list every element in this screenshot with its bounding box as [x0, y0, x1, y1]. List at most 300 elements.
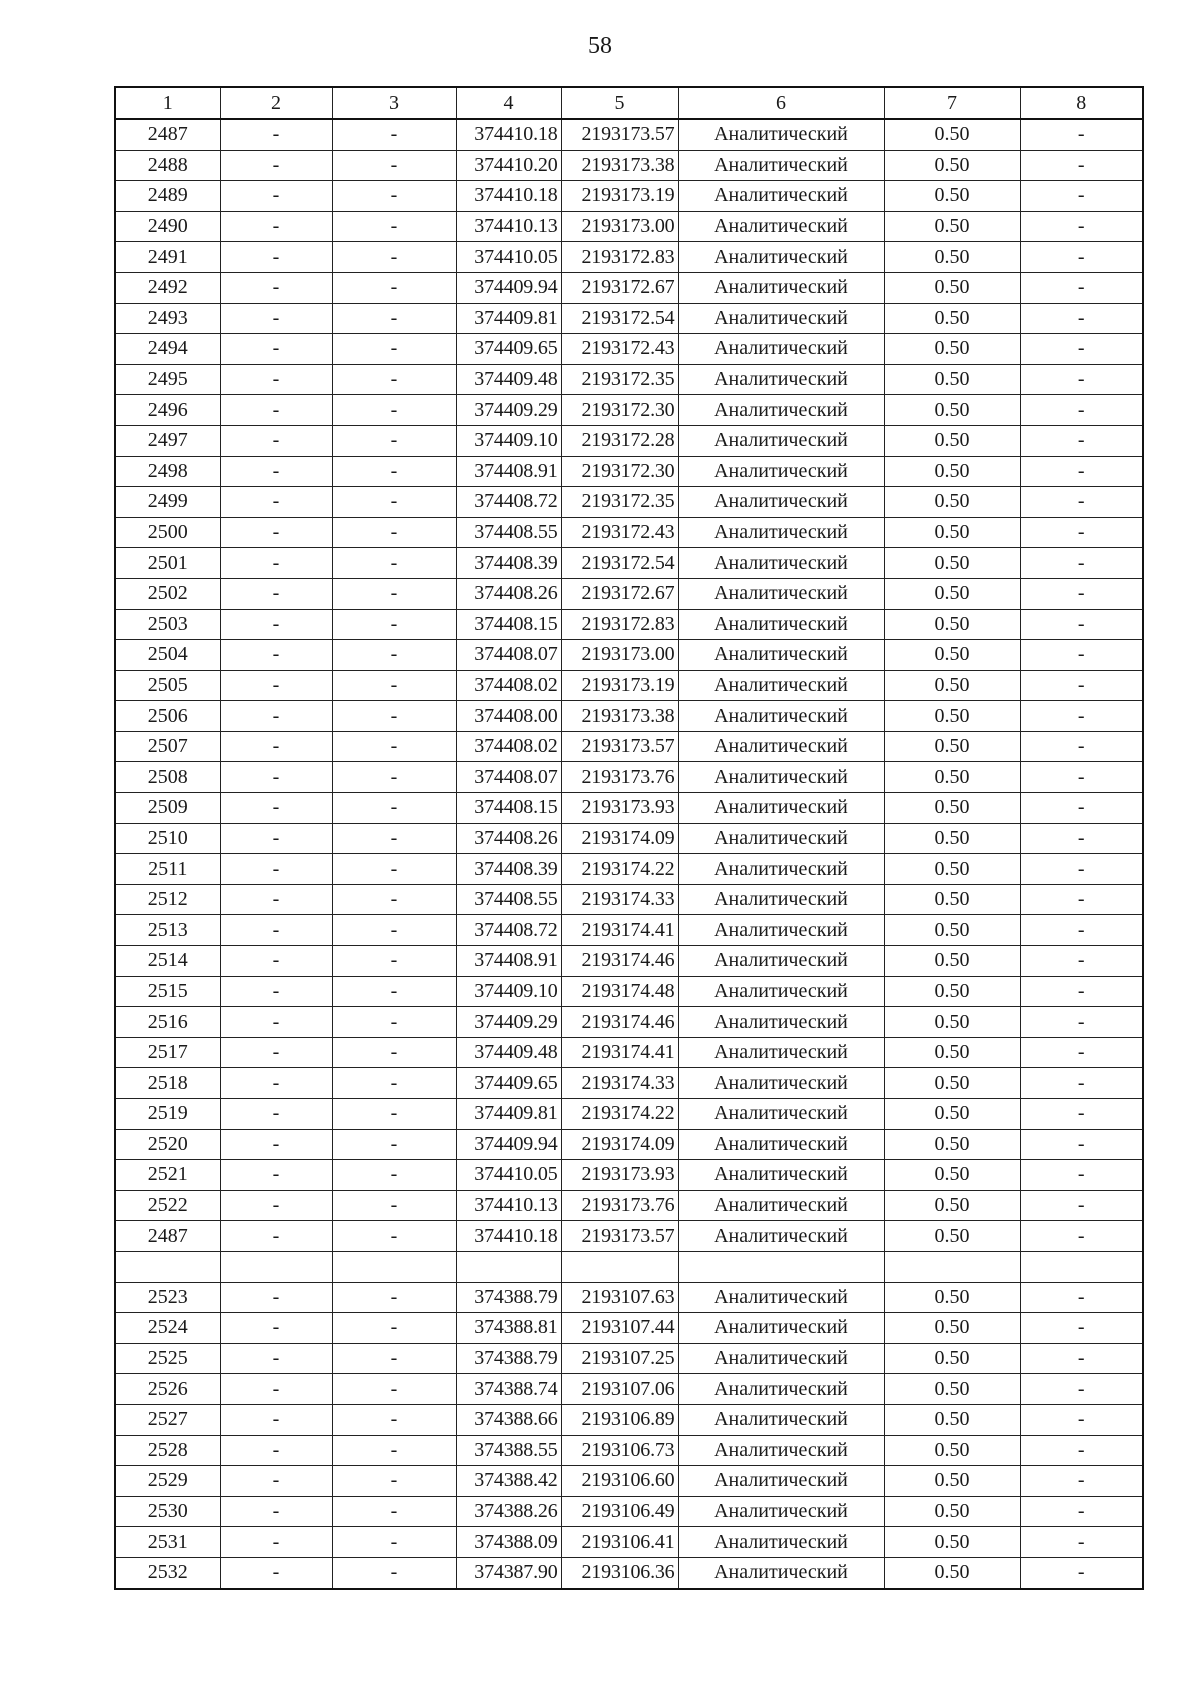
y-coordinate-cell: 2193106.49	[561, 1496, 678, 1527]
x-coordinate-cell	[456, 1251, 561, 1282]
col2-cell: -	[220, 1404, 332, 1435]
col8-cell: -	[1020, 946, 1143, 977]
col2-cell	[220, 1251, 332, 1282]
accuracy-cell: 0.50	[884, 334, 1020, 365]
col8-cell: -	[1020, 150, 1143, 181]
y-coordinate-cell: 2193173.00	[561, 640, 678, 671]
point-number-cell: 2500	[115, 517, 220, 548]
x-coordinate-cell: 374409.29	[456, 1007, 561, 1038]
point-number-cell: 2504	[115, 640, 220, 671]
col2-cell: -	[220, 456, 332, 487]
col3-cell: -	[332, 915, 456, 946]
point-number-cell: 2489	[115, 181, 220, 212]
table-row	[115, 1282, 1143, 1313]
col3-cell: -	[332, 1496, 456, 1527]
point-number-cell: 2494	[115, 334, 220, 365]
x-coordinate-cell: 374388.81	[456, 1313, 561, 1344]
table-row	[115, 915, 1143, 946]
x-coordinate-cell: 374409.48	[456, 1037, 561, 1068]
x-coordinate-cell: 374408.26	[456, 578, 561, 609]
x-coordinate-cell: 374409.94	[456, 272, 561, 303]
col2-cell: -	[220, 731, 332, 762]
method-cell: Аналитический	[678, 303, 884, 334]
col3-cell: -	[332, 1282, 456, 1313]
x-coordinate-cell: 374410.18	[456, 181, 561, 212]
header-row	[115, 87, 1143, 119]
x-coordinate-cell: 374409.29	[456, 395, 561, 426]
accuracy-cell: 0.50	[884, 1068, 1020, 1099]
x-coordinate-cell: 374409.81	[456, 1099, 561, 1130]
point-number-cell: 2497	[115, 425, 220, 456]
column-header: 8	[1020, 87, 1143, 119]
y-coordinate-cell: 2193172.35	[561, 364, 678, 395]
table-row	[115, 609, 1143, 640]
y-coordinate-cell: 2193173.38	[561, 150, 678, 181]
point-number-cell: 2487	[115, 1221, 220, 1252]
y-coordinate-cell: 2193106.41	[561, 1527, 678, 1558]
col3-cell: -	[332, 1527, 456, 1558]
accuracy-cell: 0.50	[884, 1313, 1020, 1344]
table-row	[115, 303, 1143, 334]
table-row	[115, 1374, 1143, 1405]
method-cell: Аналитический	[678, 487, 884, 518]
table-row	[115, 793, 1143, 824]
point-number-cell: 2506	[115, 701, 220, 732]
method-cell: Аналитический	[678, 548, 884, 579]
method-cell: Аналитический	[678, 364, 884, 395]
accuracy-cell: 0.50	[884, 976, 1020, 1007]
x-coordinate-cell: 374388.09	[456, 1527, 561, 1558]
accuracy-cell: 0.50	[884, 1557, 1020, 1588]
table-row	[115, 1099, 1143, 1130]
col8-cell: -	[1020, 1282, 1143, 1313]
accuracy-cell: 0.50	[884, 487, 1020, 518]
col2-cell: -	[220, 548, 332, 579]
col8-cell: -	[1020, 456, 1143, 487]
method-cell: Аналитический	[678, 1374, 884, 1405]
method-cell: Аналитический	[678, 793, 884, 824]
method-cell: Аналитический	[678, 211, 884, 242]
col2-cell: -	[220, 578, 332, 609]
coordinates-table	[114, 86, 1144, 1590]
col3-cell: -	[332, 1099, 456, 1130]
col3-cell: -	[332, 1037, 456, 1068]
y-coordinate-cell: 2193107.63	[561, 1282, 678, 1313]
point-number-cell: 2518	[115, 1068, 220, 1099]
col2-cell: -	[220, 517, 332, 548]
table-row	[115, 854, 1143, 885]
y-coordinate-cell: 2193173.76	[561, 1190, 678, 1221]
col3-cell: -	[332, 976, 456, 1007]
col3-cell: -	[332, 823, 456, 854]
method-cell: Аналитический	[678, 1037, 884, 1068]
accuracy-cell: 0.50	[884, 1435, 1020, 1466]
col2-cell: -	[220, 425, 332, 456]
col3-cell: -	[332, 946, 456, 977]
col8-cell: -	[1020, 1160, 1143, 1191]
col3-cell: -	[332, 854, 456, 885]
method-cell: Аналитический	[678, 181, 884, 212]
coordinates-table-container	[114, 86, 1142, 1590]
table-row	[115, 946, 1143, 977]
accuracy-cell: 0.50	[884, 1037, 1020, 1068]
table-row	[115, 1527, 1143, 1558]
x-coordinate-cell: 374409.10	[456, 976, 561, 1007]
table-row	[115, 1190, 1143, 1221]
y-coordinate-cell: 2193173.57	[561, 1221, 678, 1252]
point-number-cell: 2522	[115, 1190, 220, 1221]
table-body	[115, 119, 1143, 1589]
col2-cell: -	[220, 1160, 332, 1191]
y-coordinate-cell	[561, 1251, 678, 1282]
accuracy-cell: 0.50	[884, 242, 1020, 273]
table-row	[115, 119, 1143, 150]
accuracy-cell: 0.50	[884, 1007, 1020, 1038]
x-coordinate-cell: 374408.39	[456, 854, 561, 885]
y-coordinate-cell: 2193174.33	[561, 1068, 678, 1099]
y-coordinate-cell: 2193173.93	[561, 793, 678, 824]
accuracy-cell: 0.50	[884, 762, 1020, 793]
method-cell: Аналитический	[678, 1007, 884, 1038]
col3-cell: -	[332, 1435, 456, 1466]
col8-cell: -	[1020, 1435, 1143, 1466]
y-coordinate-cell: 2193173.93	[561, 1160, 678, 1191]
x-coordinate-cell: 374408.00	[456, 701, 561, 732]
point-number-cell: 2513	[115, 915, 220, 946]
x-coordinate-cell: 374409.10	[456, 425, 561, 456]
col2-cell: -	[220, 854, 332, 885]
col8-cell: -	[1020, 395, 1143, 426]
y-coordinate-cell: 2193174.41	[561, 915, 678, 946]
point-number-cell: 2503	[115, 609, 220, 640]
method-cell: Аналитический	[678, 946, 884, 977]
method-cell: Аналитический	[678, 609, 884, 640]
method-cell: Аналитический	[678, 1068, 884, 1099]
method-cell: Аналитический	[678, 701, 884, 732]
col3-cell: -	[332, 334, 456, 365]
point-number-cell: 2528	[115, 1435, 220, 1466]
point-number-cell: 2502	[115, 578, 220, 609]
y-coordinate-cell: 2193172.83	[561, 242, 678, 273]
col2-cell: -	[220, 1007, 332, 1038]
y-coordinate-cell: 2193173.19	[561, 181, 678, 212]
table-row	[115, 1557, 1143, 1588]
method-cell: Аналитический	[678, 119, 884, 150]
method-cell: Аналитический	[678, 395, 884, 426]
table-row	[115, 150, 1143, 181]
y-coordinate-cell: 2193173.57	[561, 119, 678, 150]
accuracy-cell: 0.50	[884, 731, 1020, 762]
accuracy-cell: 0.50	[884, 915, 1020, 946]
col3-cell: -	[332, 640, 456, 671]
col3-cell: -	[332, 1221, 456, 1252]
accuracy-cell: 0.50	[884, 150, 1020, 181]
point-number-cell: 2487	[115, 119, 220, 150]
x-coordinate-cell: 374388.55	[456, 1435, 561, 1466]
col3-cell: -	[332, 395, 456, 426]
col2-cell: -	[220, 303, 332, 334]
x-coordinate-cell: 374408.02	[456, 670, 561, 701]
col2-cell: -	[220, 701, 332, 732]
col8-cell: -	[1020, 1221, 1143, 1252]
table-row	[115, 976, 1143, 1007]
point-number-cell: 2496	[115, 395, 220, 426]
point-number-cell: 2531	[115, 1527, 220, 1558]
col3-cell: -	[332, 1068, 456, 1099]
col8-cell: -	[1020, 1343, 1143, 1374]
x-coordinate-cell: 374409.65	[456, 334, 561, 365]
method-cell: Аналитический	[678, 1313, 884, 1344]
table-row	[115, 517, 1143, 548]
col3-cell: -	[332, 1343, 456, 1374]
col8-cell: -	[1020, 211, 1143, 242]
accuracy-cell: 0.50	[884, 884, 1020, 915]
col8-cell: -	[1020, 731, 1143, 762]
table-row	[115, 487, 1143, 518]
col8-cell: -	[1020, 1190, 1143, 1221]
point-number-cell: 2509	[115, 793, 220, 824]
y-coordinate-cell: 2193172.43	[561, 517, 678, 548]
x-coordinate-cell: 374408.72	[456, 915, 561, 946]
x-coordinate-cell: 374408.07	[456, 640, 561, 671]
table-row	[115, 456, 1143, 487]
point-number-cell: 2514	[115, 946, 220, 977]
y-coordinate-cell: 2193172.43	[561, 334, 678, 365]
col8-cell: -	[1020, 181, 1143, 212]
y-coordinate-cell: 2193106.36	[561, 1557, 678, 1588]
col3-cell: -	[332, 456, 456, 487]
col8-cell: -	[1020, 1068, 1143, 1099]
col8-cell: -	[1020, 884, 1143, 915]
y-coordinate-cell: 2193172.67	[561, 578, 678, 609]
col8-cell: -	[1020, 364, 1143, 395]
table-row	[115, 1313, 1143, 1344]
y-coordinate-cell: 2193173.57	[561, 731, 678, 762]
x-coordinate-cell: 374388.66	[456, 1404, 561, 1435]
method-cell: Аналитический	[678, 1099, 884, 1130]
col2-cell: -	[220, 670, 332, 701]
accuracy-cell: 0.50	[884, 211, 1020, 242]
point-number-cell: 2530	[115, 1496, 220, 1527]
point-number-cell: 2515	[115, 976, 220, 1007]
method-cell: Аналитический	[678, 1404, 884, 1435]
method-cell: Аналитический	[678, 334, 884, 365]
col2-cell: -	[220, 793, 332, 824]
x-coordinate-cell: 374388.79	[456, 1343, 561, 1374]
x-coordinate-cell: 374409.94	[456, 1129, 561, 1160]
point-number-cell: 2492	[115, 272, 220, 303]
table-row	[115, 640, 1143, 671]
method-cell: Аналитический	[678, 456, 884, 487]
accuracy-cell: 0.50	[884, 1190, 1020, 1221]
col3-cell: -	[332, 670, 456, 701]
method-cell: Аналитический	[678, 762, 884, 793]
x-coordinate-cell: 374408.55	[456, 884, 561, 915]
col2-cell: -	[220, 946, 332, 977]
col8-cell: -	[1020, 1466, 1143, 1497]
y-coordinate-cell: 2193107.44	[561, 1313, 678, 1344]
x-coordinate-cell: 374408.72	[456, 487, 561, 518]
point-number-cell: 2526	[115, 1374, 220, 1405]
x-coordinate-cell: 374410.13	[456, 211, 561, 242]
y-coordinate-cell: 2193174.09	[561, 823, 678, 854]
table-row	[115, 272, 1143, 303]
col8-cell: -	[1020, 548, 1143, 579]
point-number-cell: 2491	[115, 242, 220, 273]
accuracy-cell: 0.50	[884, 456, 1020, 487]
table-row	[115, 548, 1143, 579]
col8-cell	[1020, 1251, 1143, 1282]
accuracy-cell: 0.50	[884, 1160, 1020, 1191]
table-row	[115, 211, 1143, 242]
col3-cell: -	[332, 181, 456, 212]
col8-cell: -	[1020, 640, 1143, 671]
col2-cell: -	[220, 272, 332, 303]
method-cell: Аналитический	[678, 1282, 884, 1313]
col8-cell: -	[1020, 272, 1143, 303]
table-row	[115, 1007, 1143, 1038]
point-number-cell	[115, 1251, 220, 1282]
col8-cell: -	[1020, 425, 1143, 456]
method-cell: Аналитический	[678, 1221, 884, 1252]
x-coordinate-cell: 374409.48	[456, 364, 561, 395]
x-coordinate-cell: 374408.91	[456, 456, 561, 487]
col8-cell: -	[1020, 1404, 1143, 1435]
x-coordinate-cell: 374388.74	[456, 1374, 561, 1405]
method-cell: Аналитический	[678, 242, 884, 273]
col2-cell: -	[220, 1099, 332, 1130]
table-row	[115, 242, 1143, 273]
accuracy-cell: 0.50	[884, 793, 1020, 824]
table-row	[115, 425, 1143, 456]
point-number-cell: 2498	[115, 456, 220, 487]
x-coordinate-cell: 374410.18	[456, 1221, 561, 1252]
column-header: 6	[678, 87, 884, 119]
point-number-cell: 2532	[115, 1557, 220, 1588]
point-number-cell: 2493	[115, 303, 220, 334]
col3-cell: -	[332, 1190, 456, 1221]
accuracy-cell: 0.50	[884, 1496, 1020, 1527]
table-header	[115, 87, 1143, 119]
col2-cell: -	[220, 150, 332, 181]
col2-cell: -	[220, 242, 332, 273]
method-cell: Аналитический	[678, 915, 884, 946]
col3-cell	[332, 1251, 456, 1282]
col3-cell: -	[332, 1160, 456, 1191]
table-row	[115, 1160, 1143, 1191]
col8-cell: -	[1020, 854, 1143, 885]
y-coordinate-cell: 2193106.89	[561, 1404, 678, 1435]
point-number-cell: 2511	[115, 854, 220, 885]
col2-cell: -	[220, 823, 332, 854]
col3-cell: -	[332, 517, 456, 548]
accuracy-cell: 0.50	[884, 1099, 1020, 1130]
accuracy-cell: 0.50	[884, 701, 1020, 732]
col2-cell: -	[220, 1190, 332, 1221]
table-row	[115, 1221, 1143, 1252]
accuracy-cell: 0.50	[884, 854, 1020, 885]
col8-cell: -	[1020, 487, 1143, 518]
col8-cell: -	[1020, 517, 1143, 548]
table-row	[115, 1129, 1143, 1160]
table-separator-row	[115, 1251, 1143, 1282]
col8-cell: -	[1020, 1374, 1143, 1405]
col8-cell: -	[1020, 1007, 1143, 1038]
x-coordinate-cell: 374410.20	[456, 150, 561, 181]
table-row	[115, 670, 1143, 701]
col2-cell: -	[220, 762, 332, 793]
col8-cell: -	[1020, 242, 1143, 273]
x-coordinate-cell: 374410.05	[456, 242, 561, 273]
col3-cell: -	[332, 548, 456, 579]
col3-cell: -	[332, 119, 456, 150]
y-coordinate-cell: 2193174.33	[561, 884, 678, 915]
y-coordinate-cell: 2193172.54	[561, 548, 678, 579]
column-header: 7	[884, 87, 1020, 119]
col3-cell: -	[332, 150, 456, 181]
x-coordinate-cell: 374408.91	[456, 946, 561, 977]
point-number-cell: 2505	[115, 670, 220, 701]
col8-cell: -	[1020, 1527, 1143, 1558]
method-cell: Аналитический	[678, 425, 884, 456]
accuracy-cell: 0.50	[884, 1129, 1020, 1160]
method-cell: Аналитический	[678, 640, 884, 671]
y-coordinate-cell: 2193172.35	[561, 487, 678, 518]
column-header: 4	[456, 87, 561, 119]
point-number-cell: 2524	[115, 1313, 220, 1344]
col2-cell: -	[220, 181, 332, 212]
y-coordinate-cell: 2193174.46	[561, 946, 678, 977]
method-cell: Аналитический	[678, 578, 884, 609]
col2-cell: -	[220, 1435, 332, 1466]
point-number-cell: 2501	[115, 548, 220, 579]
col3-cell: -	[332, 1557, 456, 1588]
col2-cell: -	[220, 334, 332, 365]
point-number-cell: 2523	[115, 1282, 220, 1313]
y-coordinate-cell: 2193173.76	[561, 762, 678, 793]
y-coordinate-cell: 2193174.46	[561, 1007, 678, 1038]
col2-cell: -	[220, 1221, 332, 1252]
accuracy-cell: 0.50	[884, 1221, 1020, 1252]
method-cell: Аналитический	[678, 670, 884, 701]
table-row	[115, 578, 1143, 609]
accuracy-cell: 0.50	[884, 1374, 1020, 1405]
col3-cell: -	[332, 242, 456, 273]
table-row	[115, 884, 1143, 915]
col2-cell: -	[220, 1343, 332, 1374]
x-coordinate-cell: 374408.15	[456, 609, 561, 640]
x-coordinate-cell: 374410.18	[456, 119, 561, 150]
table-row	[115, 1343, 1143, 1374]
col8-cell: -	[1020, 793, 1143, 824]
x-coordinate-cell: 374408.26	[456, 823, 561, 854]
y-coordinate-cell: 2193173.19	[561, 670, 678, 701]
col8-cell: -	[1020, 119, 1143, 150]
accuracy-cell: 0.50	[884, 425, 1020, 456]
accuracy-cell: 0.50	[884, 1404, 1020, 1435]
x-coordinate-cell: 374408.02	[456, 731, 561, 762]
accuracy-cell: 0.50	[884, 640, 1020, 671]
col8-cell: -	[1020, 578, 1143, 609]
col8-cell: -	[1020, 1037, 1143, 1068]
col8-cell: -	[1020, 823, 1143, 854]
accuracy-cell: 0.50	[884, 364, 1020, 395]
accuracy-cell: 0.50	[884, 119, 1020, 150]
table-row	[115, 1068, 1143, 1099]
method-cell: Аналитический	[678, 976, 884, 1007]
page-number: 58	[588, 33, 612, 59]
col8-cell: -	[1020, 609, 1143, 640]
